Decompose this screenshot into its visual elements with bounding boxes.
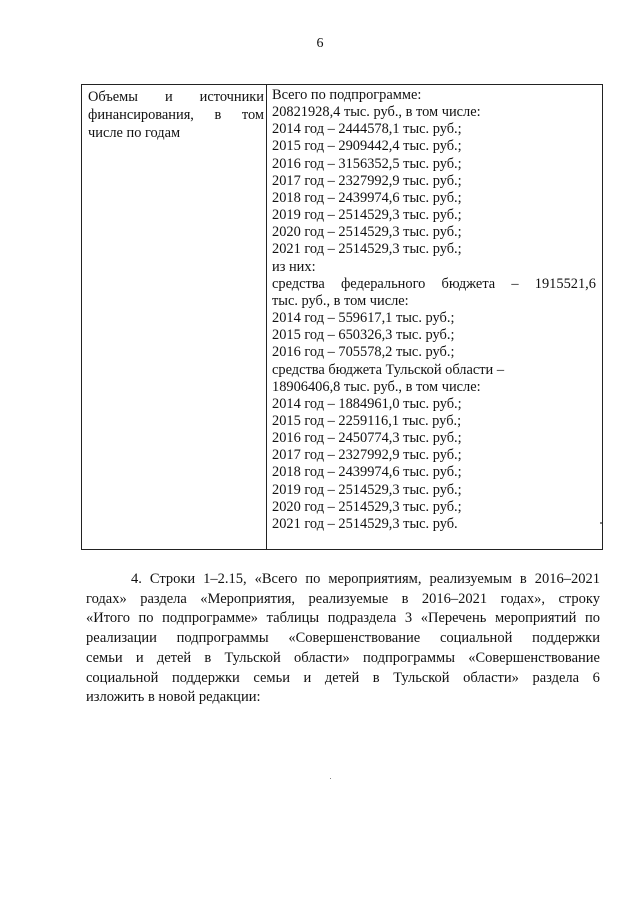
funding-line: 2020 год – 2514529,3 тыс. руб.; xyxy=(272,224,462,241)
funding-line: 2014 год – 559617,1 тыс. руб.; xyxy=(272,310,455,327)
column-divider xyxy=(266,85,267,549)
funding-table xyxy=(81,84,603,550)
funding-line: 2016 год – 3156352,5 тыс. руб.; xyxy=(272,155,462,172)
paragraph-line: реализации подпрограммы «Совершенствование социальной поддержки xyxy=(86,630,600,647)
funding-line: 2020 год – 2514529,3 тыс. руб.; xyxy=(272,498,462,515)
funding-line: 2018 год – 2439974,6 тыс. руб.; xyxy=(272,464,462,481)
funding-line: из них: xyxy=(272,258,316,275)
funding-line: 2019 год – 2514529,3 тыс. руб.; xyxy=(272,207,462,224)
funding-line: 18906406,8 тыс. руб., в том числе: xyxy=(272,378,481,395)
paragraph-line: 4. Строки 1–2.15, «Всего по мероприятиям, реализуемым в 2016–2021 xyxy=(131,571,600,587)
funding-line: средства бюджета Тульской области – xyxy=(272,361,505,378)
funding-line: тыс. руб., в том числе: xyxy=(272,292,409,309)
label-line: финансирования, в том xyxy=(88,107,264,123)
funding-line: средства федерального бюджета – 1915521,6 xyxy=(272,275,596,292)
funding-line: 2014 год – 2444578,1 тыс. руб.; xyxy=(272,121,462,138)
funding-line: 2017 год – 2327992,9 тыс. руб.; xyxy=(272,447,462,464)
scan-speck xyxy=(330,778,331,779)
funding-line: 2016 год – 705578,2 тыс. руб.; xyxy=(272,344,455,361)
paragraph-line: «Итого по подпрограмме» таблицы подраздела 3 «Перечень мероприятий по xyxy=(86,610,600,627)
page-number: 6 xyxy=(316,36,324,51)
funding-line: Всего по подпрограмме: xyxy=(272,87,422,103)
funding-line: 2017 год – 2327992,9 тыс. руб.; xyxy=(272,172,462,189)
amendment-paragraph xyxy=(86,570,600,708)
label-line: числе по годам xyxy=(88,125,181,141)
funding-line: 2019 год – 2514529,3 тыс. руб.; xyxy=(272,481,462,498)
funding-line: 2014 год – 1884961,0 тыс. руб.; xyxy=(272,395,462,412)
funding-line: 2021 год – 2514529,3 тыс. руб. xyxy=(272,515,458,532)
funding-line: 2021 год – 2514529,3 тыс. руб.; xyxy=(272,241,462,258)
paragraph-line: изложить в новой редакции: xyxy=(86,689,261,706)
funding-line: 2015 год – 650326,3 тыс. руб.; xyxy=(272,327,455,344)
paragraph-line: годах» раздела «Мероприятия, реализуемые в 2016–2021 годах», строку xyxy=(86,590,600,607)
funding-line: 2015 год – 2259116,1 тыс. руб.; xyxy=(272,412,462,429)
funding-values-cell xyxy=(272,87,596,533)
funding-line: 2015 год – 2909442,4 тыс. руб.; xyxy=(272,138,462,155)
funding-line: 2018 год – 2439974,6 тыс. руб.; xyxy=(272,189,462,206)
funding-label-cell xyxy=(88,88,264,142)
paragraph-line: социальной поддержки семьи и детей в Тульской области» раздела 6 xyxy=(86,669,600,686)
label-line: Объемы и источники xyxy=(88,89,264,105)
funding-line: 2016 год – 2450774,3 тыс. руб.; xyxy=(272,430,462,447)
paragraph-line: семьи и детей в Тульской области» подпрограммы «Совершенствование xyxy=(86,649,600,666)
scan-speck xyxy=(600,522,602,524)
funding-line: 20821928,4 тыс. руб., в том числе: xyxy=(272,104,481,121)
